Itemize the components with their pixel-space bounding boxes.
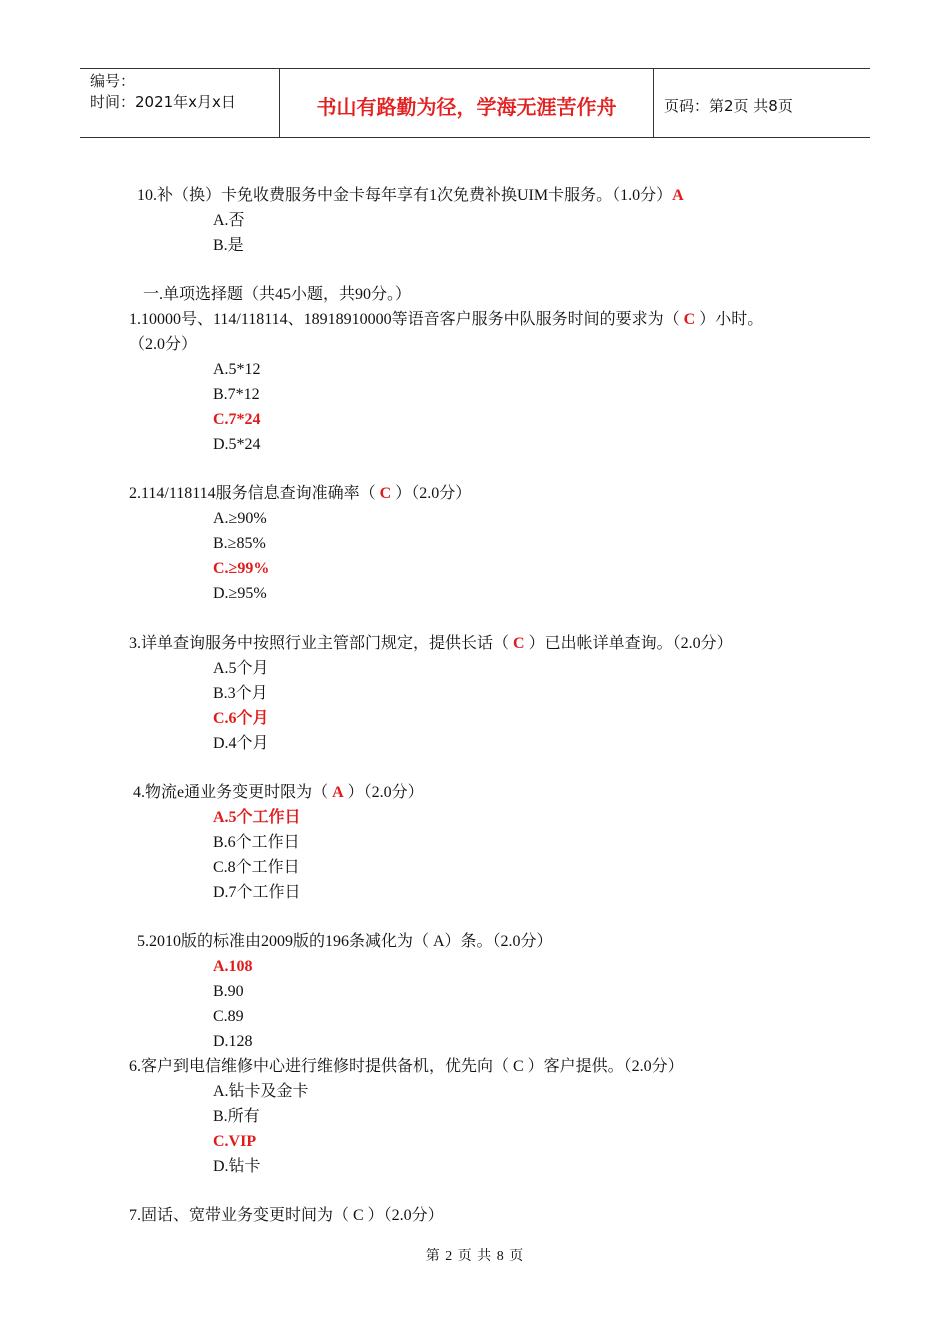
line-text: ）小时。: [695, 311, 764, 328]
line-text: D.7个工作日: [213, 884, 301, 901]
line-q6: [129, 1055, 684, 1079]
line-text: C.VIP: [213, 1133, 257, 1150]
document-number-label: 编号：: [90, 72, 136, 90]
line-q4-d: [213, 881, 301, 905]
line-text: C.≥99%: [213, 560, 270, 577]
line-text: 5.2010版的标准由2009版的196条减化为（ A）条。（2.0分）: [137, 933, 553, 950]
line-text: B.≥85%: [213, 535, 266, 552]
line-q2-a: [213, 507, 267, 531]
line-text: C.8个工作日: [213, 859, 300, 876]
answer-mark: C: [379, 485, 392, 502]
line-text: 10.补（换）卡免收费服务中金卡每年享有1次免费补换UIM卡服务。（1.0分）: [137, 187, 673, 204]
line-text: 一.单项选择题（共45小题，共90分。）: [143, 286, 412, 303]
line-text: D.≥95%: [213, 585, 267, 602]
page-header: [80, 68, 870, 138]
line-text: A.5个月: [213, 660, 269, 677]
line-text: B.7*12: [213, 386, 260, 403]
line-q4-b: [213, 831, 300, 855]
line-q4-a: [213, 806, 301, 830]
line-text: A.否: [213, 212, 245, 229]
line-q4-c: [213, 856, 300, 880]
line-text: C.7*24: [213, 411, 261, 428]
line-q6-b: [213, 1105, 260, 1129]
line-q7: [129, 1204, 444, 1228]
line-text: A.≥90%: [213, 510, 267, 527]
line-q1-score: [129, 333, 197, 357]
line-text: 7.固话、宽带业务变更时间为（ C ）（2.0分）: [129, 1207, 444, 1224]
line-q3: [129, 632, 733, 656]
line-text: 6.客户到电信维修中心进行维修时提供备机，优先向（ C ）客户提供。（2.0分）: [129, 1058, 684, 1075]
page-footer: 第 2 页 共 8 页: [425, 1249, 525, 1264]
line-q3-b: [213, 682, 268, 706]
line-text: ）（2.0分）: [343, 784, 424, 801]
line-q2: [129, 482, 471, 506]
line-q3-d: [213, 732, 269, 756]
line-q6-c: [213, 1130, 256, 1154]
line-text: B.3个月: [213, 685, 268, 702]
line-text: A.5*12: [213, 361, 261, 378]
line-text: B.6个工作日: [213, 834, 300, 851]
header-motto: 书山有路勤为径，学海无涯苦作舟: [280, 69, 654, 137]
line-text: D.4个月: [213, 735, 269, 752]
answer-mark: A: [672, 187, 684, 204]
line-q6-a: [213, 1080, 309, 1104]
line-q5-b: [213, 980, 244, 1004]
line-q2-b: [213, 532, 266, 556]
line-q5-a: [213, 955, 253, 979]
line-text: ）（2.0分）: [391, 485, 472, 502]
line-q1: [129, 308, 763, 332]
line-text: B.是: [213, 237, 244, 254]
line-text: D.钻卡: [213, 1158, 261, 1175]
line-q10-a: [213, 209, 245, 233]
line-q6-d: [213, 1155, 261, 1179]
header-meta: [80, 69, 280, 137]
line-text: （2.0分）: [129, 336, 198, 353]
line-q10: [137, 184, 684, 208]
line-q5-c: [213, 1005, 244, 1029]
document-date-label: 时间：2021年x月x日: [90, 93, 236, 111]
line-q2-c: [213, 557, 269, 581]
answer-mark: A: [332, 784, 344, 801]
line-q3-a: [213, 657, 269, 681]
line-q1-d: [213, 433, 261, 457]
line-q4: [133, 781, 424, 805]
line-text: A.5个工作日: [213, 809, 301, 826]
line-q1-c: [213, 408, 261, 432]
line-text: A.108: [213, 958, 253, 975]
line-section-title: [143, 283, 411, 307]
answer-mark: C: [513, 635, 525, 652]
line-q1-a: [213, 358, 261, 382]
line-q2-d: [213, 582, 267, 606]
line-q3-c: [213, 707, 269, 731]
line-text: ）已出帐详单查询。（2.0分）: [524, 635, 733, 652]
line-text: 3.详单查询服务中按照行业主管部门规定，提供长话（: [129, 635, 514, 652]
line-text: A.钻卡及金卡: [213, 1083, 309, 1100]
line-text: D.128: [213, 1033, 253, 1050]
answer-mark: C: [683, 311, 696, 328]
line-q10-b: [213, 234, 244, 258]
line-text: C.89: [213, 1008, 244, 1025]
line-text: 1.10000号、114/118114、18918910000等语音客户服务中队服务时间的要求为（: [129, 311, 684, 328]
line-text: B.所有: [213, 1108, 260, 1125]
line-q1-b: [213, 383, 260, 407]
line-text: D.5*24: [213, 436, 261, 453]
line-text: B.90: [213, 983, 244, 1000]
line-text: 4.物流e通业务变更时限为（: [133, 784, 333, 801]
line-q5-d: [213, 1030, 253, 1054]
header-page-number: 页码：第2页 共8页: [664, 96, 793, 115]
line-text: C.6个月: [213, 710, 269, 727]
line-q5: [137, 930, 553, 954]
line-text: 2.114/118114服务信息查询准确率（: [129, 485, 380, 502]
